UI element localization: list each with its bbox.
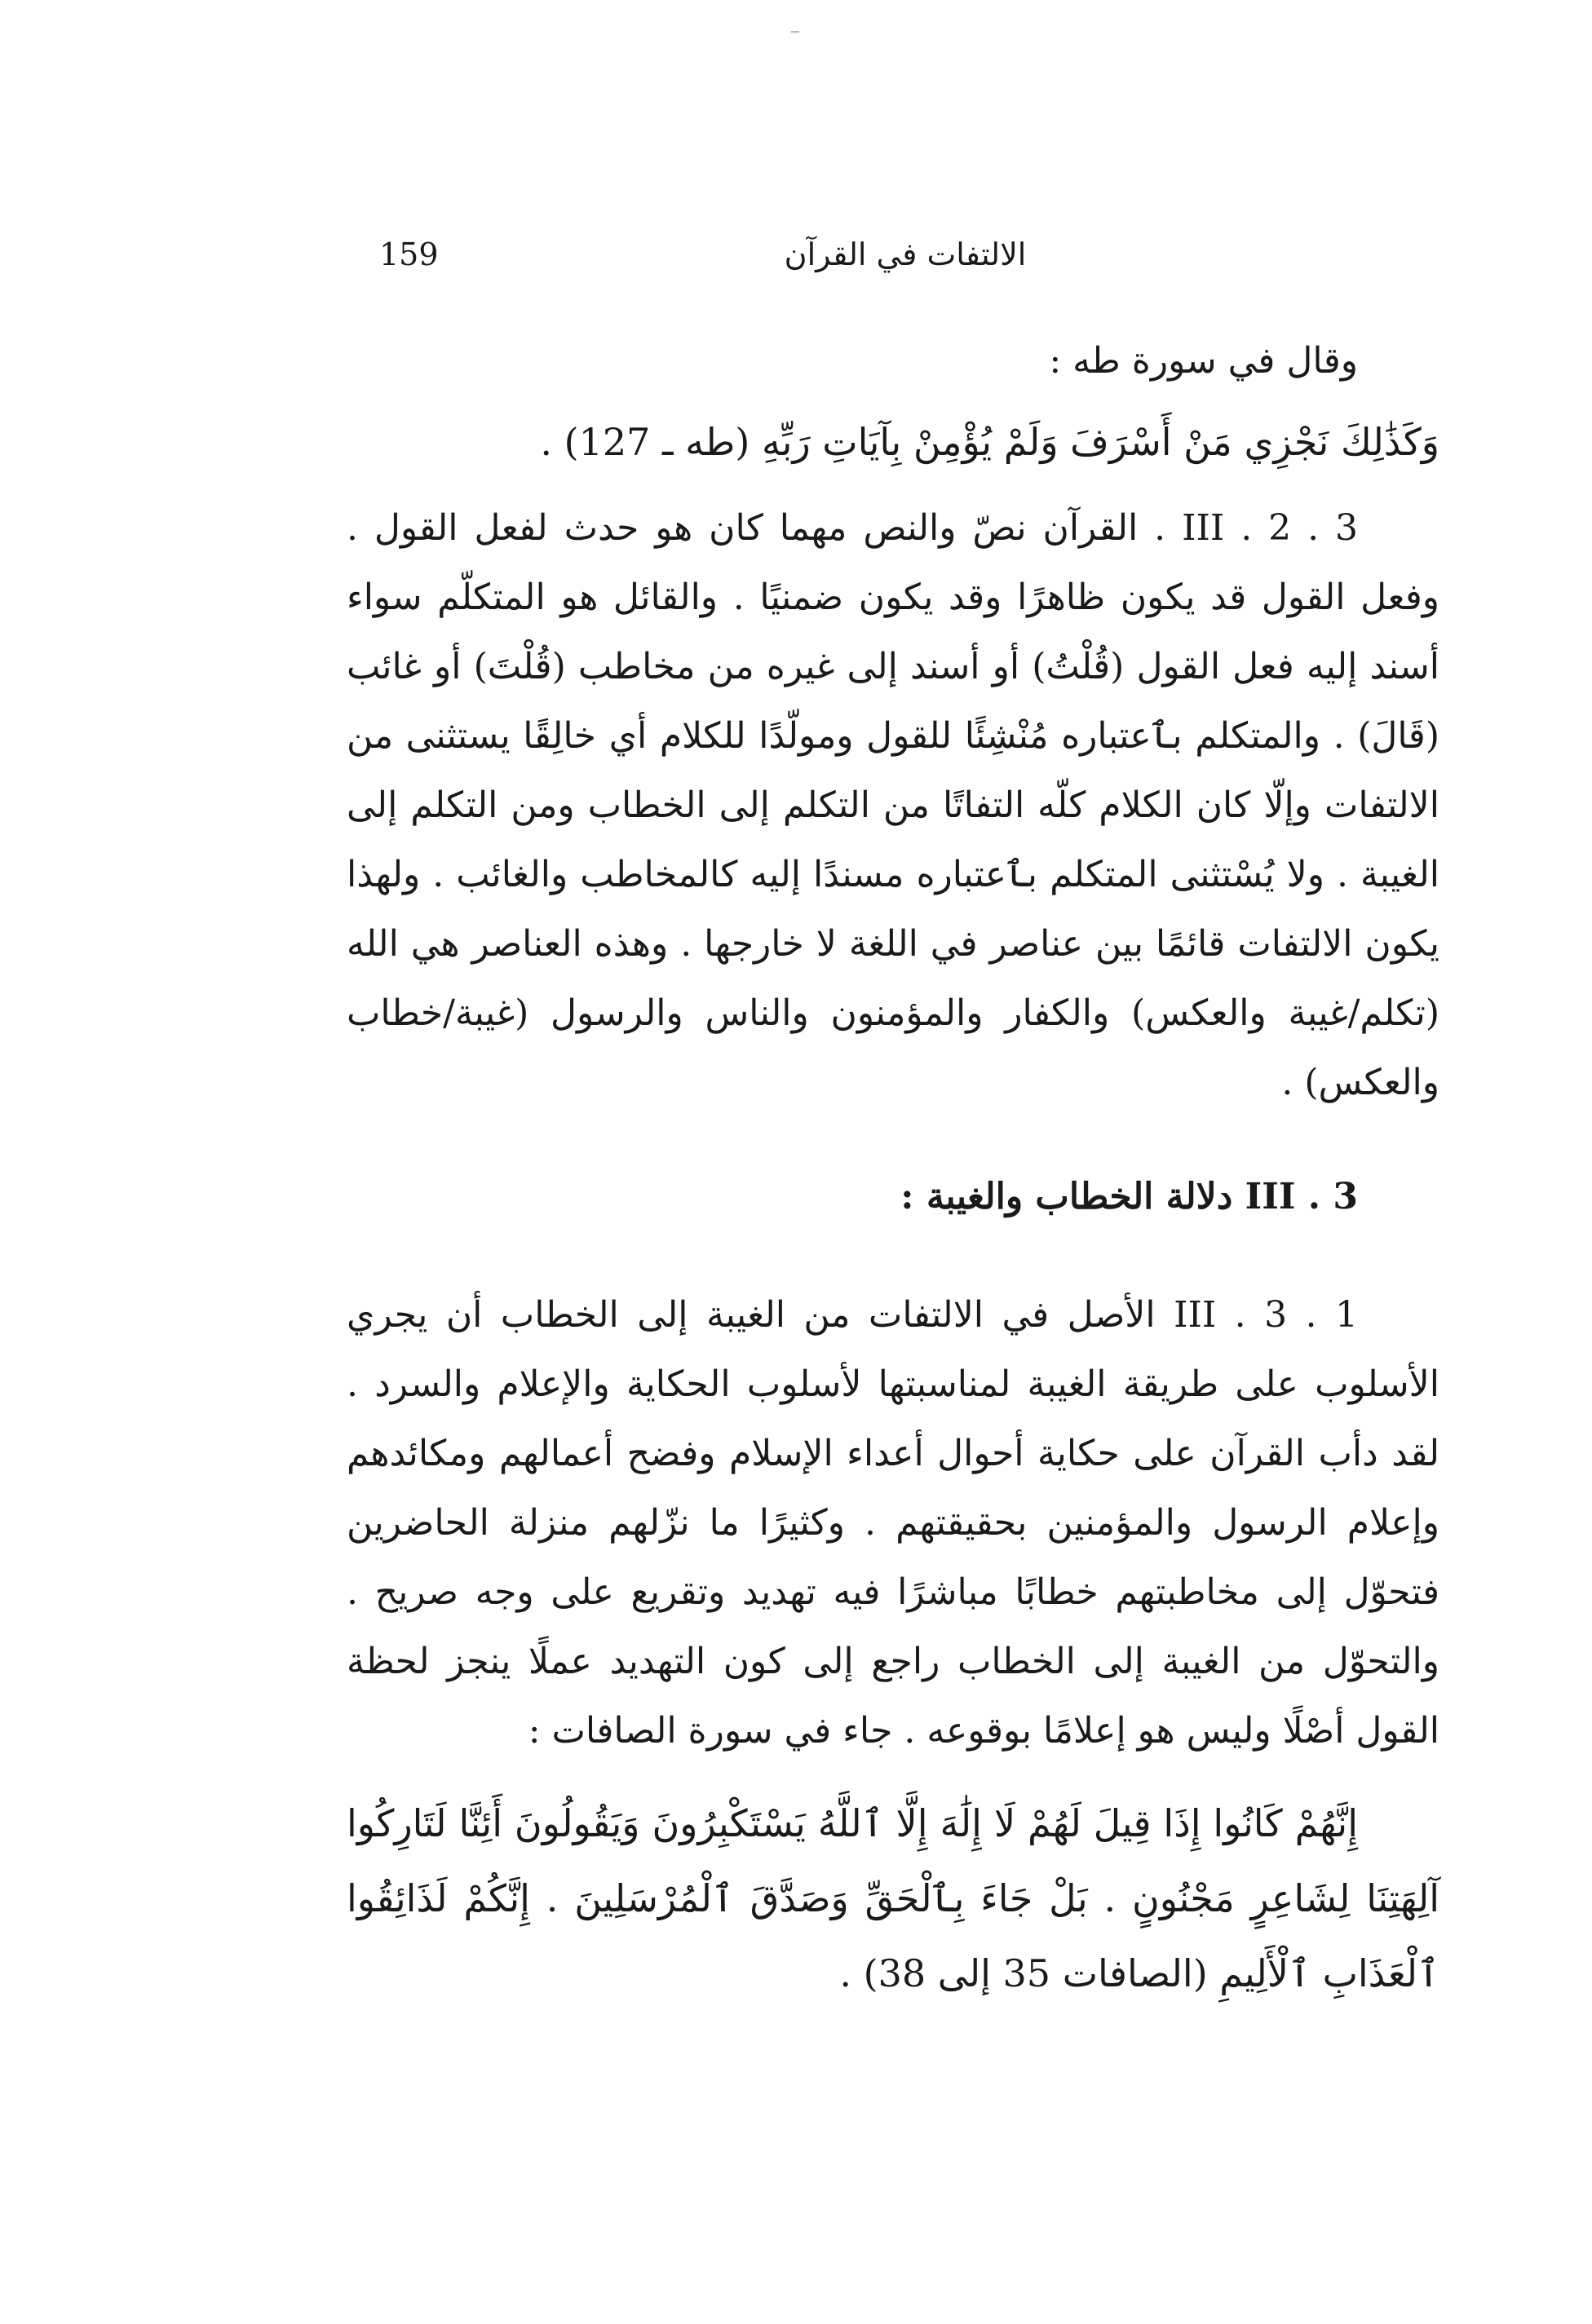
section-heading: III . 3 دلالة الخطاب والغيبة :: [900, 1176, 1358, 1217]
quran-verse-taha: وَكَذَٰلِكَ نَجْزِي مَنْ أَسْرَفَ وَلَمْ يُؤْمِنْ بِآيَاتِ رَبِّهِ (طه ـ 127) .: [540, 420, 1439, 464]
paragraph-iii-3-2: III . 2 . 3 . القرآن نصّ والنص مهما كان هو حدث لفعل القول . وفعل القول قد يكون ظاهرًا وقد يكون ضمنيًا . والقائل هو المتكلّم سواء أسند إليه فعل القول (قُلْتُ) أو أسند إلى غيره من مخاطب (قُلْتَ) أو غائب (قَالَ) . والمتكلم بٱعتباره مُنْشِئًا للقول ومولّدًا للكلام أي خالِقًا يستثنى من الالتفات وإلّا كان الكلام كلّه التفاتًا من التكلم إلى الخطاب ومن التكلم إلى الغيبة . ولا يُسْتثنى المتكلم بٱعتباره مسندًا إليه كالمخاطب والغائب . ولهذا يكون الالتفات قائمًا بين عناصر في اللغة لا خارجها . وهذه العناصر هي الله (تكلم/غيبة والعكس) والكفار والمؤمنون والناس والرسول (غيبة/خطاب والعكس) .: [347, 507, 1439, 1103]
page-header: [379, 236, 1431, 277]
quran-verse-saffat: إِنَّهُمْ كَانُوا إِذَا قِيلَ لَهُمْ لَا إِلَٰهَ إِلَّا ٱللَّهُ يَسْتَكْبِرُونَ وَيَقُولُونَ أَئِنَّا لَتَارِكُوا آلِهَتِنَا لِشَاعِرٍ مَجْنُونٍ . بَلْ جَاءَ بِٱلْحَقِّ وَصَدَّقَ ٱلْمُرْسَلِينَ . إِنَّكُمْ لَذَائِقُوا ٱلْعَذَابِ ٱلْأَلِيمِ (الصافات 35 إلى 38) .: [347, 1801, 1439, 1995]
intro-line: وقال في سورة طه :: [1049, 340, 1358, 382]
running-title: الالتفات في القرآن: [784, 236, 1027, 272]
page-body: [347, 322, 1439, 2011]
page-number: 159: [379, 236, 439, 272]
scan-mark: [791, 31, 799, 33]
paragraph-iii-3-1: III . 3 . 1 الأصل في الالتفات من الغيبة إلى الخطاب أن يجري الأسلوب على طريقة الغيبة لمناسبتها لأسلوب الحكاية والإعلام والسرد . لقد دأب القرآن على حكاية أحوال أعداء الإسلام وفضح أعمالهم ومكائدهم وإعلام الرسول والمؤمنين بحقيقتهم . وكثيرًا ما نزّلهم منزلة الحاضرين فتحوّل إلى مخاطبتهم خطابًا مباشرًا فيه تهديد وتقريع على وجه صريح . والتحوّل من الغيبة إلى الخطاب راجع إلى كون التهديد عملًا ينجز لحظة القول أصْلًا وليس هو إعلامًا بوقوعه . جاء في سورة الصافات :: [347, 1294, 1439, 1752]
